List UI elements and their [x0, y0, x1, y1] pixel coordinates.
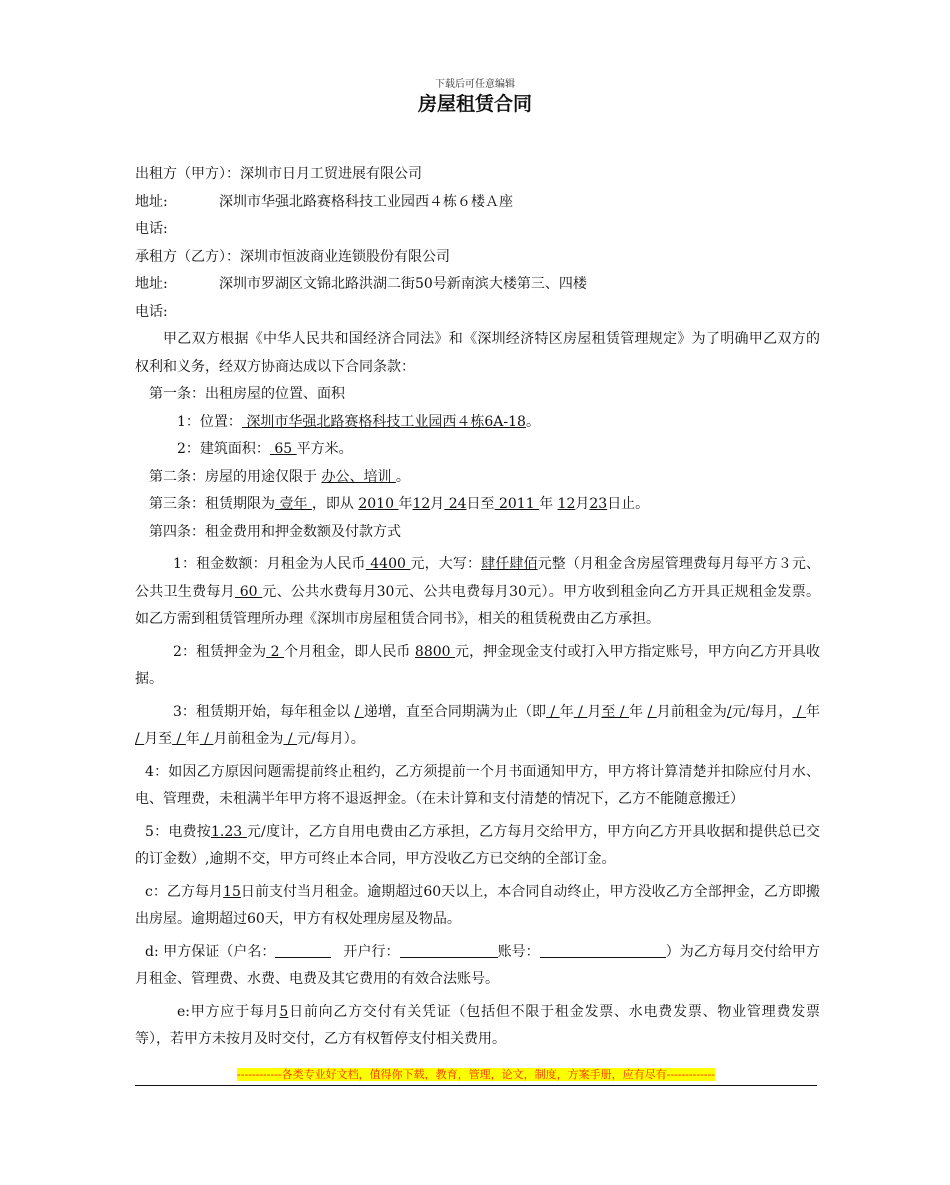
phone-label-2: 电话:	[135, 303, 168, 320]
document-title: 房屋租赁合同	[417, 93, 532, 115]
area-field: 65	[269, 441, 297, 457]
rent-amount-field: 4400	[365, 556, 411, 572]
electricity-rate-field: 1.23	[210, 823, 247, 840]
rent-words-field: 肆仟肆佰	[481, 556, 538, 572]
lessor-line	[135, 161, 820, 189]
lessee-line	[135, 244, 820, 272]
edit-note: 下载后可任意编辑	[435, 79, 515, 90]
lessee-phone-line	[135, 299, 820, 327]
address-label-2: 地址:	[135, 276, 168, 292]
term-field: 壹年	[275, 496, 312, 512]
article4-clause3: 3：租赁期开始，每年租金以 / 递增，直至合同期满为止（即 / 年 / 月至 / 年 / 月前租金为/元/每月， / 年 / 月至 / 年 / 月前租金为 / 元/每月）。	[135, 703, 821, 747]
article4-clause-c: c：乙方每月15日前支付当月租金。逾期超过60天以上，本合同自动终止，甲方没收乙方全部押金，乙方即搬出房屋。逾期超过60天，甲方有权处理房屋及物品。	[135, 883, 821, 927]
end-month-field: 12	[557, 496, 576, 512]
deposit-amount-field: 8800	[414, 643, 456, 660]
article4-clause5: 5：电费按1.23 元/度计，乙方自用电费由乙方承担，乙方每月交给甲方，甲方向乙方开具收据和提供总已交的订金数）,逾期不交，甲方可终止本合同，甲方没收乙方已交纳的全部订金。	[135, 823, 820, 867]
lessee-name: 深圳市恒波商业连锁股份有限公司	[240, 248, 450, 265]
account-name-blank	[275, 941, 331, 958]
lessor-name: 深圳市日月工贸进展有限公司	[240, 166, 422, 182]
contract-body	[135, 161, 820, 1054]
article1-item2: 2：建筑面积： 65 平方米。	[177, 441, 353, 457]
article4-clause-d: d: 甲方保证（户名： 开户行： 账号： ）为乙方每月交付给甲方月租金、管理费、水费、电费及其它费用的有效合法账号。	[135, 939, 820, 994]
article1-item1: 1：位置： 深圳市华强北路赛格科技工业园西４栋6A-18。	[177, 413, 540, 430]
phone-label: 电话:	[135, 221, 168, 237]
usage-field: 办公、培训	[321, 468, 396, 485]
lessor-phone-line	[135, 216, 820, 244]
lessor-address-line	[135, 189, 820, 217]
article2-line: 第二条：房屋的用途仅限于 办公、培训 。	[149, 468, 410, 485]
bank-blank	[400, 941, 498, 958]
article1-heading: 第一条：出租房屋的位置、面积	[149, 386, 345, 402]
footer-rule	[135, 1085, 817, 1086]
end-year-field: 2011	[494, 496, 540, 512]
lessee-address: 深圳市罗湖区文锦北路洪湖二街50号新南滨大楼第三、四楼	[219, 276, 587, 292]
end-day-field: 23	[589, 496, 608, 512]
intro-paragraph: 甲乙双方根据《中华人民共和国经济合同法》和《深圳经济特区房屋租赁管理规定》为了明确甲乙双方的权利和义务，经双方协商达成以下合同条款：	[135, 331, 820, 375]
start-day-field: 24	[444, 496, 467, 512]
lessee-address-line	[135, 271, 820, 299]
article4-clause-e: e:甲方应于每月5日前向乙方交付有关凭证（包括但不限于租金发票、水电费发票、物业管理费发票等），若甲方未按月及时交付，乙方有权暂停支付相关费用。	[135, 1003, 820, 1047]
footer-banner: ------------各类专业好文档，值得你下载，教育，管理，论文，制度，方案手册，应有尽有-------------	[237, 1068, 715, 1081]
voucher-day-field: 5	[279, 1003, 289, 1020]
lessee-label: 承租方（乙方）：	[135, 248, 240, 265]
lessor-label: 出租方（甲方）：	[135, 166, 240, 182]
lessor-address: 深圳市华强北路赛格科技工业园西４栋６楼Ａ座	[219, 193, 513, 210]
account-number-blank	[540, 941, 666, 958]
deposit-months-field: 2	[266, 643, 285, 660]
article3-line: 第三条：租赁期限为 壹年 ，即从 2010 年12月 24日至 2011 年 12月23日止。	[149, 496, 650, 512]
start-year-field: 2010	[358, 496, 399, 512]
article4-clause4: 4：如因乙方原因问题需提前终止租约，乙方须提前一个月书面通知甲方，甲方将计算清楚并扣除应付月水、电、管理费，未租满半年甲方将不退返押金。（在未计算和支付清楚的情况下，乙方不能随意搬迁）	[135, 763, 820, 807]
sanitation-fee-field: 60	[235, 583, 263, 600]
start-month-field: 12	[412, 496, 431, 512]
payment-day-field: 15	[223, 883, 241, 900]
article4-heading: 第四条：租金费用和押金数额及付款方式	[149, 523, 401, 540]
address-label: 地址:	[135, 193, 168, 210]
article4-clause1: 1：租金数额：月租金为人民币 4400 元，大写：肆仟肆佰元整（月租金含房屋管理费每月每平方３元、公共卫生费每月 60 元、公共水费每月30元、公共电费每月30元）。甲方收到租金向乙方开具正规租金发票。如乙方需到租赁管理所办理《深圳市房屋租赁合同书》，相关的租赁税费由乙方承担。	[135, 556, 821, 627]
article4-clause2: 2：租赁押金为 2 个月租金，即人民币 8800 元，押金现金支付或打入甲方指定账号，甲方向乙方开具收据。	[135, 643, 821, 687]
location-field: 深圳市华强北路赛格科技工业园西４栋6A-18	[241, 413, 526, 430]
